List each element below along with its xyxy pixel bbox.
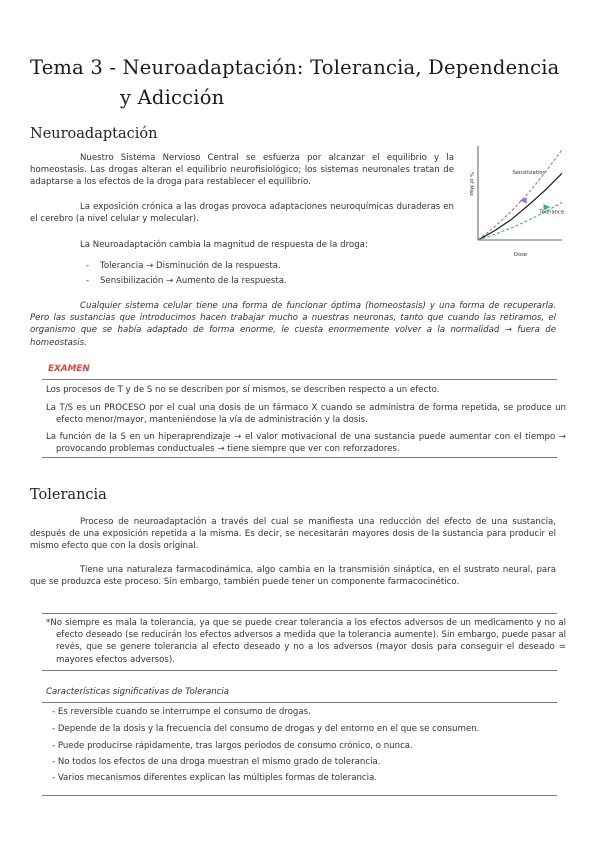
paragraph-italic: Cualquier sistema celular tiene una forma de funcionar óptima (homeostasis) y una forma de recuperarla. Pero las sustancias que introducimos hacen trabajar mucho a nuestras neuronas, tanto que cuando las retiramos, el organismo que se había adaptado de forma enorme, le cuesta enormemente volver a la normalidad → fuera de homeostasis.: [30, 301, 556, 348]
divider: [42, 379, 557, 380]
list-item: - Tolerancia → Disminución de la respuesta.: [86, 261, 281, 271]
section-heading-neuroadaptacion: Neuroadaptación: [30, 126, 158, 142]
chart-x-label: Dose: [514, 252, 528, 258]
exam-line: La T/S es un PROCESO por el cual una dosis de un fármaco X cuando se administra de forma repetida, se produce un efecto menor/mayor, manteniéndose la vía de administración y la dosis.: [46, 403, 566, 426]
chart-series-sensitization: [478, 150, 565, 240]
chart-series-tolerance: [478, 202, 565, 240]
list-item: - Puede producirse rápidamente, tras largos periodos de consumo crónico, o nunca.: [52, 741, 413, 751]
paragraph: La exposición crónica a las drogas provoca adaptaciones neuroquímicas duraderas en el cerebro (a nivel celular y molecular).: [30, 202, 454, 225]
list-item: - Varios mecanismos diferentes explican las múltiples formas de tolerancia.: [52, 773, 378, 783]
list-item: - Sensibilización → Aumento de la respuesta.: [86, 276, 287, 286]
paragraph: Nuestro Sistema Nervioso Central se esfuerza por alcanzar el equilibrio y la homeostasis. Las drogas alteran el equilibrio neurofisiológico; los sistemas neuronales tratan de adaptarse a los efectos de la droga para restablecer el equilibrio.: [30, 153, 454, 188]
note: *No siempre es mala la tolerancia, ya que se puede crear tolerancia a los efectos adversos de un medicamento y no al efecto deseado (se reducirán los efectos adversos a medida que la tolerancia aumente). Sin embargo, puede pasar al revés, que se genere tolerancia al efecto deseado y no a los adversos (mayor dosis para conseguir el deseado = mayores efectos adversos).: [46, 618, 566, 665]
characteristics-heading: Características significativas de Tolerancia: [46, 687, 230, 697]
page-title-line1: Tema 3 - Neuroadaptación: Tolerancia, Dependencia: [30, 56, 560, 79]
divider: [42, 670, 557, 671]
divider: [42, 795, 557, 796]
paragraph: Proceso de neuroadaptación a través del cual se manifiesta una reducción del efecto de una sustancia, después de una exposición repetida a la misma. Es decir, se necesitarán mayores dosis de la sustancia para producir el mismo efecto que con la dosis original.: [30, 517, 556, 552]
tolerance-sensitization-chart: [460, 140, 566, 264]
paragraph: La Neuroadaptación cambia la magnitud de respuesta de la droga:: [80, 240, 368, 250]
exam-line: La función de la S en un hiperaprendizaje → el valor motivacional de una sustancia puede aumentar con el tiempo → provocando problemas conductuales → tiene siempre que ver con reforzadores.: [46, 432, 566, 455]
divider: [42, 613, 557, 614]
divider: [42, 457, 557, 458]
page-title-cont: [120, 86, 224, 109]
chart-label-sensitization: Sensitization: [512, 170, 546, 177]
exam-line: Los procesos de T y de S no se describen por sí mismos, se describen respecto a un efecto.: [46, 385, 440, 395]
section-heading-tolerancia: Tolerancia: [30, 487, 107, 503]
list-item-text: Sensibilización → Aumento de la respuesta.: [100, 276, 287, 286]
page-title-line2: y Adicción: [120, 86, 225, 109]
list-item: - No todos los efectos de una droga muestran el mismo grado de tolerancia.: [52, 757, 381, 767]
exam-label: EXAMEN: [48, 364, 90, 374]
list-item: - Depende de la dosis y la frecuencia del consumo de drogas y del entorno en el que se consumen.: [52, 724, 480, 734]
paragraph: Tiene una naturaleza farmacodinámica, algo cambia en la transmisión sináptica, en el sustrato neural, para que se produzca este proceso. Sin embargo, también puede tener un componente farmacocinético.: [30, 565, 556, 588]
list-item: - Es reversible cuando se interrumpe el consumo de drogas.: [52, 707, 311, 717]
page-title: [30, 56, 590, 79]
chart-label-tolerance: Tolerance: [539, 209, 565, 216]
list-item-text: Tolerancia → Disminución de la respuesta.: [100, 261, 281, 271]
chart-y-label: % of Max: [468, 172, 474, 196]
divider: [42, 702, 557, 703]
